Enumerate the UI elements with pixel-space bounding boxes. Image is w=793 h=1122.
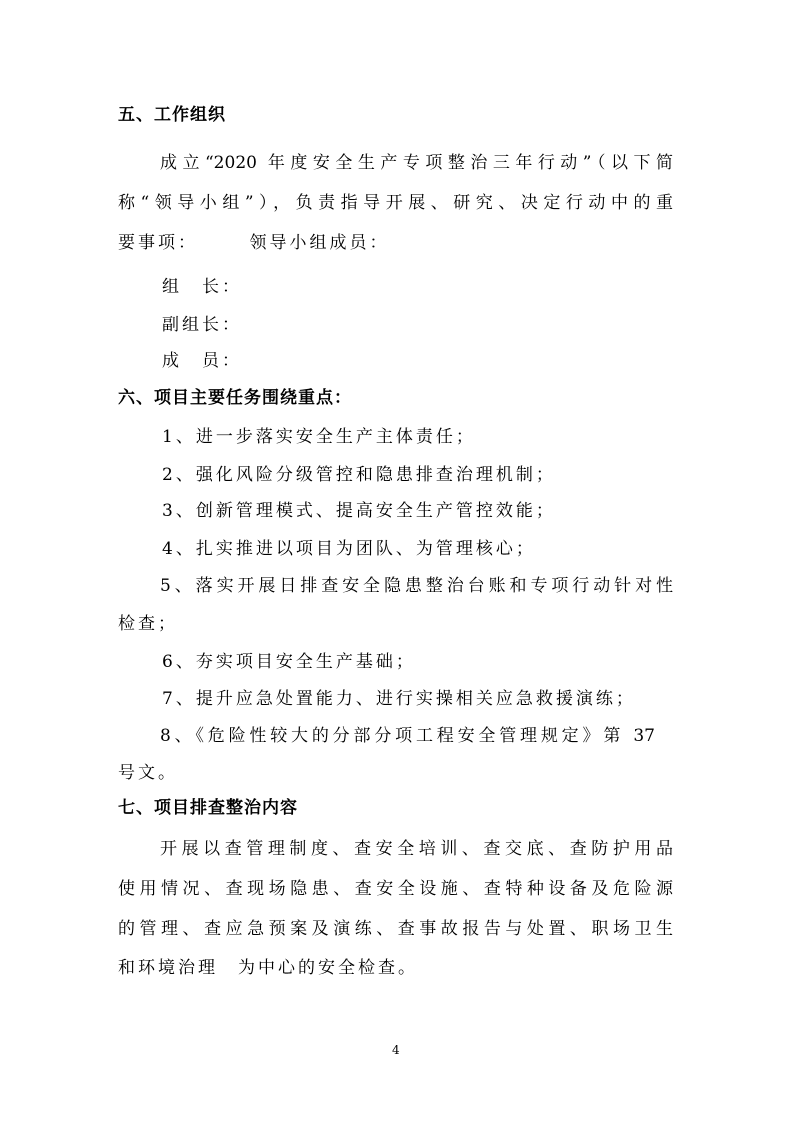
member-leader: 组 长：	[162, 277, 242, 297]
list-item: 7、提升应急处置能力、进行实操相关应急救援演练；	[162, 689, 636, 709]
paragraph-line: 要事项： 领导小组成员：	[118, 233, 390, 253]
section-heading-main-tasks: 六、项目主要任务围绕重点：	[118, 388, 352, 408]
page-number: 4	[392, 1043, 400, 1057]
list-item: 4、扎实推进以项目为团队、为管理核心；	[162, 539, 536, 559]
member-members: 成 员：	[162, 351, 242, 371]
list-item-continuation: 检查；	[118, 614, 178, 634]
list-item: 6、夯实项目安全生产基础；	[162, 652, 416, 672]
paragraph-line: 称“领导小组”），负责指导开展、研究、决定行动中的重	[118, 193, 673, 213]
paragraph-line: 使用情况、查现场隐患、查安全设施、查特种设备及危险源	[118, 879, 673, 899]
member-deputy-leader: 副组长：	[162, 315, 242, 335]
list-item-continuation: 号文。	[118, 763, 178, 783]
paragraph-line: 和环境治理 为中心的安全检查。	[118, 958, 418, 978]
paragraph-line: 的管理、查应急预案及演练、查事故报告与处置、职场卫生	[118, 919, 673, 939]
list-item: 2、强化风险分级管控和隐患排查治理机制；	[162, 465, 556, 485]
list-item: 8、《危险性较大的分部分项工程安全管理规定》第 37	[160, 726, 655, 746]
paragraph-line: 成立“2020 年度安全生产专项整治三年行动”（以下简	[160, 153, 673, 173]
list-item: 5、落实开展日排查安全隐患整治台账和专项行动针对性	[160, 576, 673, 596]
list-item: 3、创新管理模式、提高安全生产管控效能；	[162, 501, 556, 521]
section-heading-inspection-content: 七、项目排查整治内容	[118, 798, 298, 818]
paragraph-line: 开展以查管理制度、查安全培训、查交底、查防护用品	[160, 839, 673, 859]
list-item: 1、进一步落实安全生产主体责任；	[162, 427, 476, 447]
section-heading-work-organization: 五、工作组织	[118, 105, 226, 125]
